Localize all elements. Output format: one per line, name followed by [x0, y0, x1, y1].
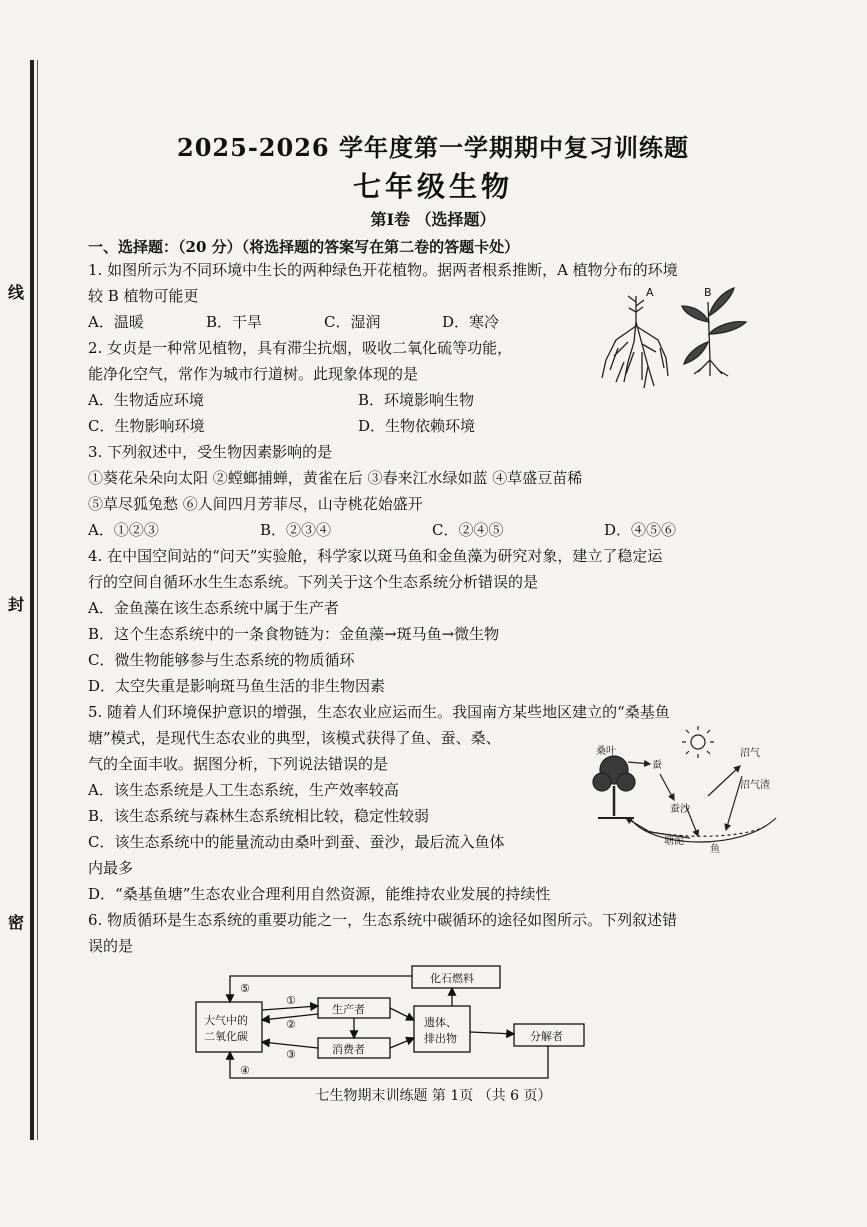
q2-option-c: C．生物影响环境 — [88, 417, 205, 435]
q5-option-c-cont: 内最多 — [88, 859, 134, 877]
co2-label-1: 大气中的 — [204, 1014, 248, 1027]
q3-option-b: B．②③④ — [260, 521, 332, 539]
q4-stem-1: 4. 在中国空间站的“问天”实验舱，科学家以斑马鱼和金鱼藻为研究对象，建立了稳定运 — [88, 547, 663, 565]
q2-option-b: B．环境影响生物 — [358, 391, 475, 409]
q5-fig-gas: 沼气 — [740, 748, 760, 759]
q3-option-c: C．②④⑤ — [432, 521, 504, 539]
margin-mark-secret: 密 — [8, 913, 25, 932]
q4-option-c: C．微生物能够参与生态系统的物质循环 — [88, 651, 355, 669]
q5-option-b: B．该生态系统与森林生态系统相比较，稳定性较弱 — [88, 807, 430, 825]
carbon-cycle-diagram — [190, 962, 610, 1082]
q5-fig-silkworm: 蚕 — [652, 760, 662, 771]
q1-stem-1: 1. 如图所示为不同环境中生长的两种绿色开花植物。据两者根系推断，A 植物分布的环境 — [88, 261, 678, 279]
q3-items-1: ①葵花朵朵向太阳 ②螳螂捕蝉，黄雀在后 ③春来江水绿如蓝 ④草盛豆苗稀 — [88, 469, 583, 487]
q2-options-row2 — [88, 413, 778, 439]
q1-option-a: A．温暖 — [88, 313, 144, 331]
q6-stem-2: 误的是 — [88, 937, 134, 955]
arrow-1-label: ① — [286, 994, 296, 1007]
q3-option-d: D．④⑤⑥ — [604, 521, 677, 539]
q5-option-a: A．该生态系统是人工生态系统，生产效率较高 — [88, 781, 399, 799]
q5-option-c: C．该生态系统中的能量流动由桑叶到蚕、蚕沙，最后流入鱼体 — [88, 833, 505, 851]
q1-stem-2: 较 B 植物可能更 — [88, 287, 199, 305]
q4-option-b: B．这个生态系统中的一条食物链为：金鱼藻→斑马鱼→微生物 — [88, 625, 500, 643]
exam-title: 2025-2026 学年度第一学期期中复习训练题 — [177, 133, 689, 162]
q2-stem-1: 2. 女贞是一种常见植物，具有滞尘抗烟，吸收二氧化硫等功能， — [88, 339, 513, 357]
arrow-3-label: ③ — [286, 1048, 296, 1061]
part-title: 第Ⅰ卷 （选择题） — [370, 210, 496, 229]
q4-stem-2: 行的空间自循环水生生态系统。下列关于这个生态系统分析错误的是 — [88, 573, 539, 591]
remains-label-1: 遗体、 — [424, 1016, 457, 1029]
binding-line-thin — [37, 60, 38, 1140]
q1-option-d: D．寒冷 — [442, 313, 500, 331]
q5-stem-3: 气的全面丰收。据图分析，下列说法错误的是 — [88, 755, 389, 773]
remains-label-2: 排出物 — [424, 1032, 457, 1045]
q5-fig-mud: 塘泥 — [664, 836, 684, 847]
q1-figure-label-a: A — [646, 286, 654, 299]
q1-plant-figure — [598, 282, 778, 400]
q1-option-b: B．干旱 — [206, 313, 263, 331]
producer-label: 生产者 — [332, 1003, 365, 1016]
arrow-4-label: ④ — [240, 1064, 250, 1077]
remains-box — [414, 1006, 470, 1052]
q5-fig-residue: 沼气渣 — [740, 780, 770, 791]
arrow-2-label: ② — [286, 1018, 296, 1031]
q5-fig-fish: 鱼 — [710, 844, 720, 855]
q4-option-a: A．金鱼藻在该生态系统中属于生产者 — [88, 599, 339, 617]
q6-stem-1: 6. 物质循环是生态系统的重要功能之一，生态系统中碳循环的途径如图所示。下列叙述错 — [88, 911, 678, 929]
q3-items-2: ⑤草尽狐兔愁 ⑥人间四月芳菲尽，山寺桃花始盛开 — [88, 495, 423, 513]
page-footer: 七生物期末训练题 第 1页 （共 6 页） — [315, 1088, 552, 1104]
decomposer-label: 分解者 — [530, 1030, 563, 1043]
subject-title: 七年级生物 — [352, 170, 513, 203]
q5-pond-figure — [590, 726, 780, 856]
q2-stem-2: 能净化空气，常作为城市行道树。此现象体现的是 — [88, 365, 419, 383]
q3-options — [88, 517, 778, 543]
consumer-label: 消费者 — [332, 1043, 365, 1056]
q2-option-d: D．生物依赖环境 — [358, 417, 476, 435]
q5-stem-1: 5. 随着人们环境保护意识的增强，生态农业应运而生。我国南方某些地区建立的“桑基鱼 — [88, 703, 670, 721]
q3-stem: 3. 下列叙述中，受生物因素影响的是 — [88, 443, 333, 461]
margin-mark-line: 线 — [8, 283, 25, 302]
q5-option-d: D．“桑基鱼塘”生态农业合理利用自然资源，能维持农业发展的持续性 — [88, 885, 551, 903]
binding-line — [30, 60, 34, 1140]
co2-box — [196, 1002, 262, 1052]
q3-option-a: A．①②③ — [88, 521, 159, 539]
q4-option-d: D．太空失重是影响斑马鱼生活的非生物因素 — [88, 677, 386, 695]
co2-label-2: 二氧化碳 — [204, 1030, 248, 1043]
arrow-5-label: ⑤ — [240, 982, 250, 995]
fossil-label: 化石燃料 — [430, 972, 474, 985]
q2-option-a: A．生物适应环境 — [88, 391, 204, 409]
q5-fig-sand: 蚕沙 — [670, 804, 690, 815]
q5-fig-leaf: 桑叶 — [596, 746, 616, 757]
section-heading: 一、选择题：（20 分）（将选择题的答案写在第二卷的答题卡处） — [88, 238, 520, 256]
q1-figure-label-b: B — [704, 286, 712, 299]
q5-stem-2: 塘”模式，是现代生态农业的典型，该模式获得了鱼、蚕、桑、 — [88, 729, 501, 747]
q1-option-c: C．湿润 — [324, 313, 381, 331]
margin-mark-seal: 封 — [8, 595, 25, 614]
